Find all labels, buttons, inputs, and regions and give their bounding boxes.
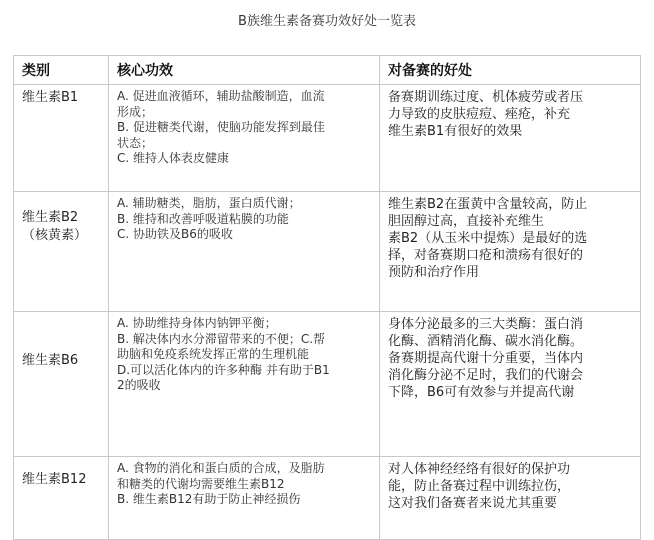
function-line: B. 解决体内水分滞留带来的不便；C.帮 — [117, 331, 326, 346]
function-cell — [109, 312, 380, 457]
function-cell — [109, 457, 380, 540]
benefit-line: 维生素B1有很好的效果 — [388, 124, 523, 139]
function-item — [117, 492, 371, 508]
benefit-line: 能，防止备赛过程中训练拉伤， — [388, 479, 571, 494]
function-item — [117, 89, 371, 120]
function-item — [117, 196, 371, 212]
vitamin-name: 维生素B6 — [22, 353, 79, 368]
benefit-line: 消化酶分泌不足时，我们的代谢会 — [388, 368, 584, 383]
function-item — [117, 120, 371, 151]
column-header-category: 类别 — [14, 56, 109, 85]
function-line: A. 食物的消化和蛋白质的合成，及脂肪 — [117, 461, 325, 475]
function-line: B. 维持和改善呼吸道粘膜的功能 — [117, 211, 289, 226]
function-item — [117, 227, 371, 243]
benefit-line: 预防和治疗作用 — [388, 265, 480, 280]
benefit-line: 化酶、酒精消化酶、碳水消化酶。 — [388, 334, 584, 349]
function-line: A. 促进血液循环，辅助盐酸制造，血流 — [117, 89, 325, 103]
function-item — [117, 151, 371, 167]
page-title: B族维生素备赛功效好处一览表 — [238, 14, 416, 29]
function-line: 状态； — [117, 135, 154, 150]
table-row — [14, 312, 641, 457]
vitamin-name-cell — [14, 192, 109, 312]
function-item — [117, 332, 371, 363]
function-line: C. 维持人体表皮健康 — [117, 151, 230, 165]
vitamin-name: 维生素B12 — [22, 472, 87, 487]
vitamin-name: 维生素B1 — [22, 90, 79, 105]
table-row — [14, 457, 641, 540]
table-row — [14, 192, 641, 312]
table-row — [14, 85, 641, 192]
function-line: A. 协助维持身体内钠钾平衡； — [117, 316, 277, 330]
benefit-cell — [380, 85, 641, 192]
benefit-line: 素B2（从玉米中提炼）是最好的选 — [388, 231, 588, 246]
benefit-line: 对人体神经经络有很好的保护功 — [388, 462, 571, 477]
vitamin-name-cell — [14, 312, 109, 457]
function-item — [117, 316, 371, 332]
column-header-benefit: 对备赛的好处 — [380, 56, 641, 85]
benefit-line: 维生素B2在蛋黄中含量较高，防止 — [388, 197, 588, 212]
function-line: A. 辅助糖类，脂肪，蛋白质代谢； — [117, 196, 301, 210]
function-item — [117, 363, 371, 394]
function-item — [117, 212, 371, 228]
function-line: 形成； — [117, 104, 154, 119]
benefit-line: 身体分泌最多的三大类酶：蛋白消 — [388, 317, 584, 332]
vitamin-alias: （核黄素） — [22, 228, 88, 243]
function-line: B. 维生素B12有助于防止神经损伤 — [117, 492, 301, 506]
vitamin-name: 维生素B2 — [22, 210, 79, 225]
function-cell — [109, 192, 380, 312]
benefit-line: 择，对备赛期口疮和溃疡有很好的 — [388, 248, 584, 263]
benefit-line: 备赛期训练过度、机体疲劳或者压 — [388, 90, 584, 105]
benefit-cell — [380, 192, 641, 312]
function-line: 和糖类的代谢均需要维生素B12 — [117, 476, 285, 491]
function-cell — [109, 85, 380, 192]
function-line: 2的吸收 — [117, 378, 161, 392]
column-header-function: 核心功效 — [109, 56, 380, 85]
function-line: 助脑和免疫系统发挥正常的生理机能 — [117, 347, 310, 361]
benefit-line: 下降，B6可有效参与并提高代谢 — [388, 385, 575, 400]
vitamin-table — [13, 55, 641, 540]
function-item — [117, 461, 371, 492]
benefit-line: 这对我们备赛者来说尤其重要 — [388, 496, 558, 511]
benefit-cell — [380, 457, 641, 540]
benefit-line: 胆固醇过高，直接补充维生 — [388, 214, 545, 229]
function-line: B. 促进糖类代谢，使脑功能发挥到最佳 — [117, 120, 325, 134]
benefit-line: 备赛期提高代谢十分重要，当体内 — [388, 351, 584, 366]
table-header-row — [14, 56, 641, 85]
function-line: D.可以活化体内的许多种酶 并有助于B1 — [117, 362, 330, 377]
benefit-cell — [380, 312, 641, 457]
vitamin-name-cell — [14, 457, 109, 540]
function-line: C. 协助铁及B6的吸收 — [117, 227, 233, 241]
benefit-line: 力导致的皮肤痘痘、痤疮，补充 — [388, 107, 571, 122]
vitamin-name-cell — [14, 85, 109, 192]
